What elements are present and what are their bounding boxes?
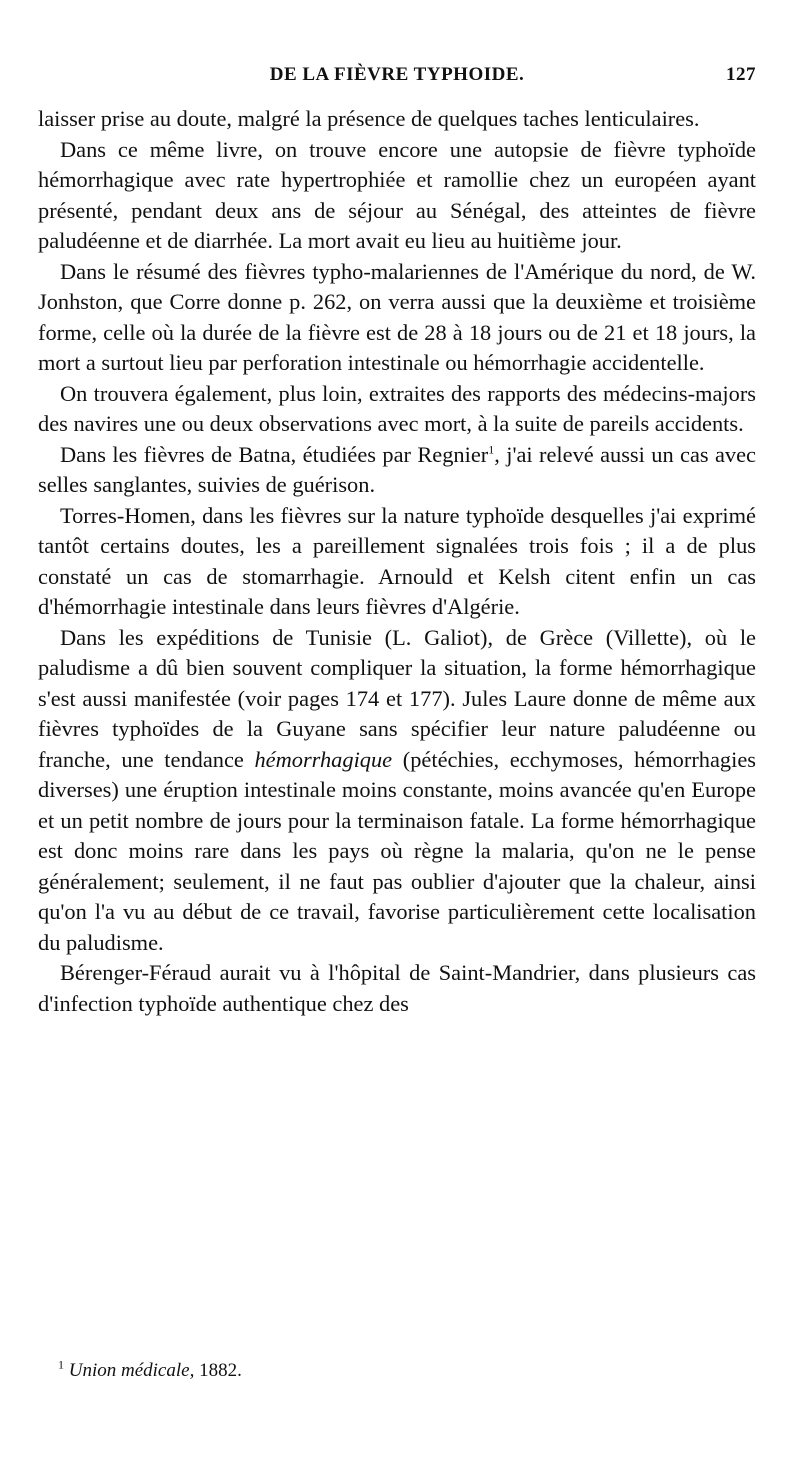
footnote-year: 1882. xyxy=(194,1360,242,1381)
running-title: DE LA FIÈVRE TYPHOIDE. xyxy=(269,64,525,85)
paragraph-text: (pétéchies, ecchymoses, hémorrhagies diverses) une éruption intestinale moins constante, moins avancée qu'en Europe et un petit nombre de jours pour la terminaison fatale. La forme hémorrhagique est donc moins rare dans les pays où règne la malaria, qu'on ne le pense généralement; seulement, il ne faut pas oublier d'ajouter que la chaleur, ainsi qu'on l'a vu au début de ce travail, favorise particulièrement cette localisation du paludisme. xyxy=(38,746,756,955)
emphasis: hémorrhagique xyxy=(254,746,393,772)
page-number: 127 xyxy=(726,64,756,85)
paragraph xyxy=(38,440,756,501)
paragraph: On trouvera également, plus loin, extraites des rapports des médecins-majors des navires une ou deux observations avec mort, à la suite de pareils accidents. xyxy=(38,380,756,436)
paragraph-text: Dans les expéditions de Tunisie (L. Galiot), de Grèce (Villette), où le paludisme a dû bien souvent compliquer la situation, la forme hémorrhagique s'est aussi manifestée (voir pages 174 et 177). Jules Laure donne de même aux fièvres typhoïdes de la Guyane sans spécifier leur nature paludéenne ou franche, une tendance xyxy=(38,624,756,772)
footnote-source: Union médicale, xyxy=(68,1360,195,1381)
paragraph: laisser prise au doute, malgré la présence de quelques taches lenticulaires. xyxy=(38,106,700,131)
paragraph-text: Dans les fièvres de Batna, étudiées par Regnier xyxy=(60,441,489,467)
body-text xyxy=(38,104,756,1019)
footnote-marker: 1 xyxy=(58,1357,64,1372)
footnote xyxy=(58,1357,242,1382)
paragraph xyxy=(38,623,756,959)
paragraph: Bérenger-Féraud aurait vu à l'hôpital de Saint-Mandrier, dans plusieurs cas d'infection typhoïde authentique chez des xyxy=(38,960,756,1016)
footnote-reference: 1 xyxy=(488,442,495,457)
paragraph: Torres-Homen, dans les fièvres sur la nature typhoïde desquelles j'ai exprimé tantôt certains doutes, les a pareillement signalées trois fois ; il a de plus constaté un cas de stomarrhagie. Arnould et Kelsh citent enfin un cas d'hémorrhagie intestinale dans leurs fièvres d'Algérie. xyxy=(38,502,756,619)
paragraph-text: , j'ai relevé aussi un cas avec selles sanglantes, suivies de guérison. xyxy=(38,441,756,497)
paragraph: Dans le résumé des fièvres typho-malariennes de l'Amérique du nord, de W. Jonhston, que Corre donne p. 262, on verra aussi que la deuxième et troisième forme, celle où la durée de la fièvre est de 28 à 18 jours ou de 21 et 18 jours, la mort a surtout lieu par perforation intestinale ou hémorrhagie accidentelle. xyxy=(38,258,756,375)
paragraph: Dans ce même livre, on trouve encore une autopsie de fièvre typhoïde hémorrhagique avec rate hypertrophiée et ramollie chez un européen ayant présenté, pendant deux ans de séjour au Sénégal, des atteintes de fièvre paludéenne et de diarrhée. La mort avait eu lieu au huitième jour. xyxy=(38,136,756,253)
running-header xyxy=(38,64,756,94)
